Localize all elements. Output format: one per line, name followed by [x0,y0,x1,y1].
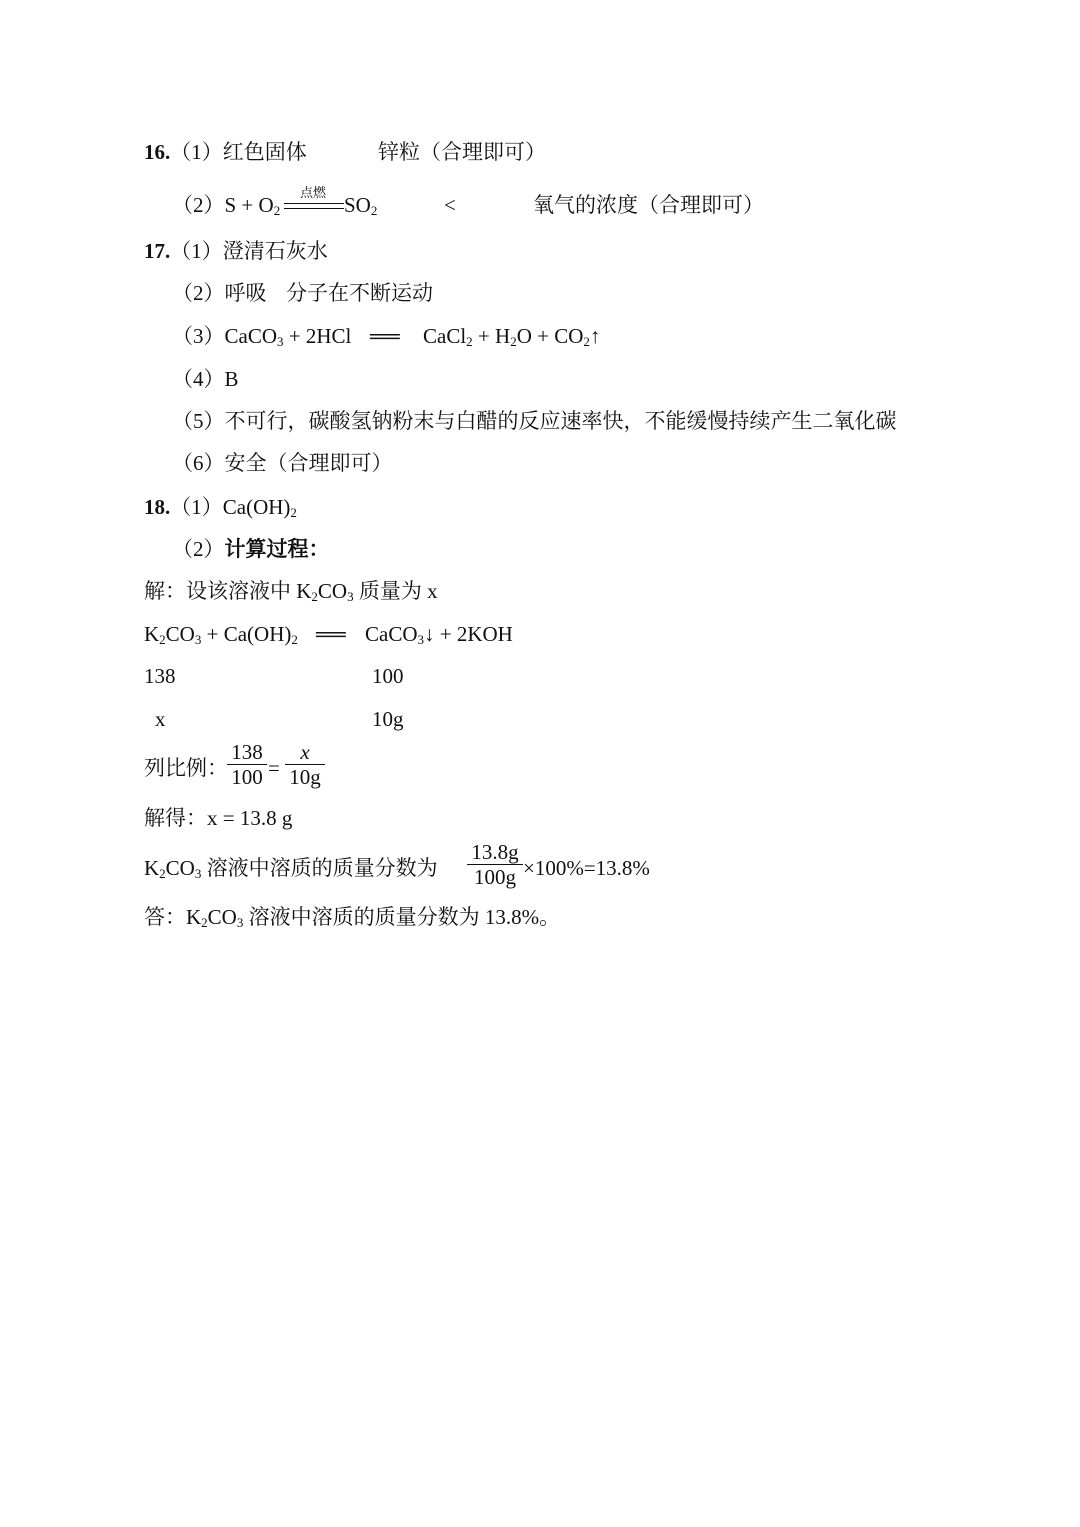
answer-text: 红色固体 [222,140,307,164]
q17-part3-products [423,323,600,349]
q17-part4 [172,366,239,392]
eq-right [344,192,377,218]
text: CO [165,856,195,880]
molar-mass-right: 100 [372,664,404,688]
gas-arrow: ↑ [589,324,601,348]
reaction-equals-sign [284,203,344,209]
text: 溶液中溶质的质量分数为 [201,856,438,880]
compare-sign: < [444,193,456,217]
part-label: （1） [170,140,223,164]
answer-text: Ca(OH) [222,495,291,519]
denominator: 100 [231,765,263,789]
answer-text: 计算过程： [224,537,330,561]
text: K [144,856,160,880]
q17-part2 [172,280,267,306]
reaction-equals-sign: ══ [316,622,346,646]
eq-right-text: SO [344,193,371,217]
eq-left: S + O [224,193,274,217]
subscript: 3 [236,915,244,930]
text: 溶液中溶质的质量分数为 13.8%。 [243,905,561,929]
part-label: （2） [172,281,225,305]
reaction-equals-sign: ══ [370,324,400,348]
formula: CaCl [423,324,467,348]
text: 答：K [144,905,202,929]
q17-part6 [172,450,393,476]
part-label: （3） [172,324,225,348]
solution-result: 解得：x = 13.8 g [144,806,293,830]
subscript: 2 [201,915,208,930]
formula: + Ca(OH) [201,622,292,646]
answer-text: 呼吸 [224,281,267,305]
subscript: 2 [583,334,590,349]
ratio-fraction-1 [227,740,267,789]
ratio-fraction-2 [285,740,325,789]
subscript: 2 [311,589,318,604]
subscript: 2 [370,203,378,218]
answer-text: 不可行，碳酸氢钠粉末与白醋的反应速率快，不能缓慢持续产生二氧化碳 [224,409,897,433]
subscript: 3 [194,632,202,647]
formula: CaCO [224,324,277,348]
answer-text: 分子在不断运动 [286,281,433,305]
subscript: 2 [159,866,166,881]
subscript: 2 [510,334,517,349]
numerator: 138 [231,740,263,764]
formula: ↓ + 2KOH [424,622,513,646]
q18-part2 [172,536,330,562]
formula: O + CO [516,324,584,348]
reaction-condition: 点燃 [300,185,327,200]
q16-part1 [144,139,307,165]
mass-fraction-tail: ×100%=13.8% [523,856,650,880]
unknown-left: x [155,707,166,731]
subscript: 2 [466,334,473,349]
solution-setup [144,578,438,604]
formula: K [144,622,160,646]
q17-part3 [172,323,351,349]
subscript: 3 [194,866,202,881]
answer-text: 锌粒（合理即可） [378,140,546,164]
formula: + H [472,324,511,348]
subscript: 3 [277,334,284,349]
part-label: （1） [170,495,223,519]
denominator: 100g [474,865,516,889]
answer-text: 澄清石灰水 [222,239,328,263]
solution-equation-right [365,621,513,647]
q16-part2-equation [172,192,280,218]
answer-text: B [224,367,239,391]
question-number: 16. [144,140,171,164]
q18-part1 [144,494,297,520]
formula: + 2HCl [283,324,352,348]
known-right: 10g [372,707,404,731]
part-label: （4） [172,367,225,391]
q17-part5 [172,408,897,434]
subscript: 3 [417,632,424,647]
formula: CaCO [365,622,418,646]
part-label: （1） [170,239,223,263]
q17-part1 [144,238,328,264]
equals-sign: = [268,756,280,780]
subscript: 2 [290,505,297,520]
subscript: 2 [273,203,281,218]
denominator: 10g [289,765,321,789]
subscript: 3 [347,589,354,604]
part-label: （5） [172,409,225,433]
text: 解：设该溶液中 K [144,579,312,603]
part-label: （6） [172,451,225,475]
text: 质量为 x [353,579,438,603]
mass-fraction [467,840,523,889]
numerator: x [300,740,310,764]
molar-mass-left: 138 [144,664,176,688]
text: CO [207,905,237,929]
part-label: （2） [172,537,225,561]
subscript: 2 [291,632,298,647]
question-number: 17. [144,239,171,263]
answer-text: 安全（合理即可） [224,451,393,475]
formula: CO [165,622,195,646]
solution-equation-left [144,621,298,647]
numerator: 13.8g [471,840,519,864]
subscript: 2 [159,632,166,647]
text: CO [317,579,348,603]
mass-fraction-label [144,855,438,881]
ratio-label: 列比例： [144,756,228,780]
answer-text: 氧气的浓度（合理即可） [533,193,764,217]
part-label: （2） [172,193,225,217]
final-answer [144,904,560,930]
question-number: 18. [144,495,171,519]
